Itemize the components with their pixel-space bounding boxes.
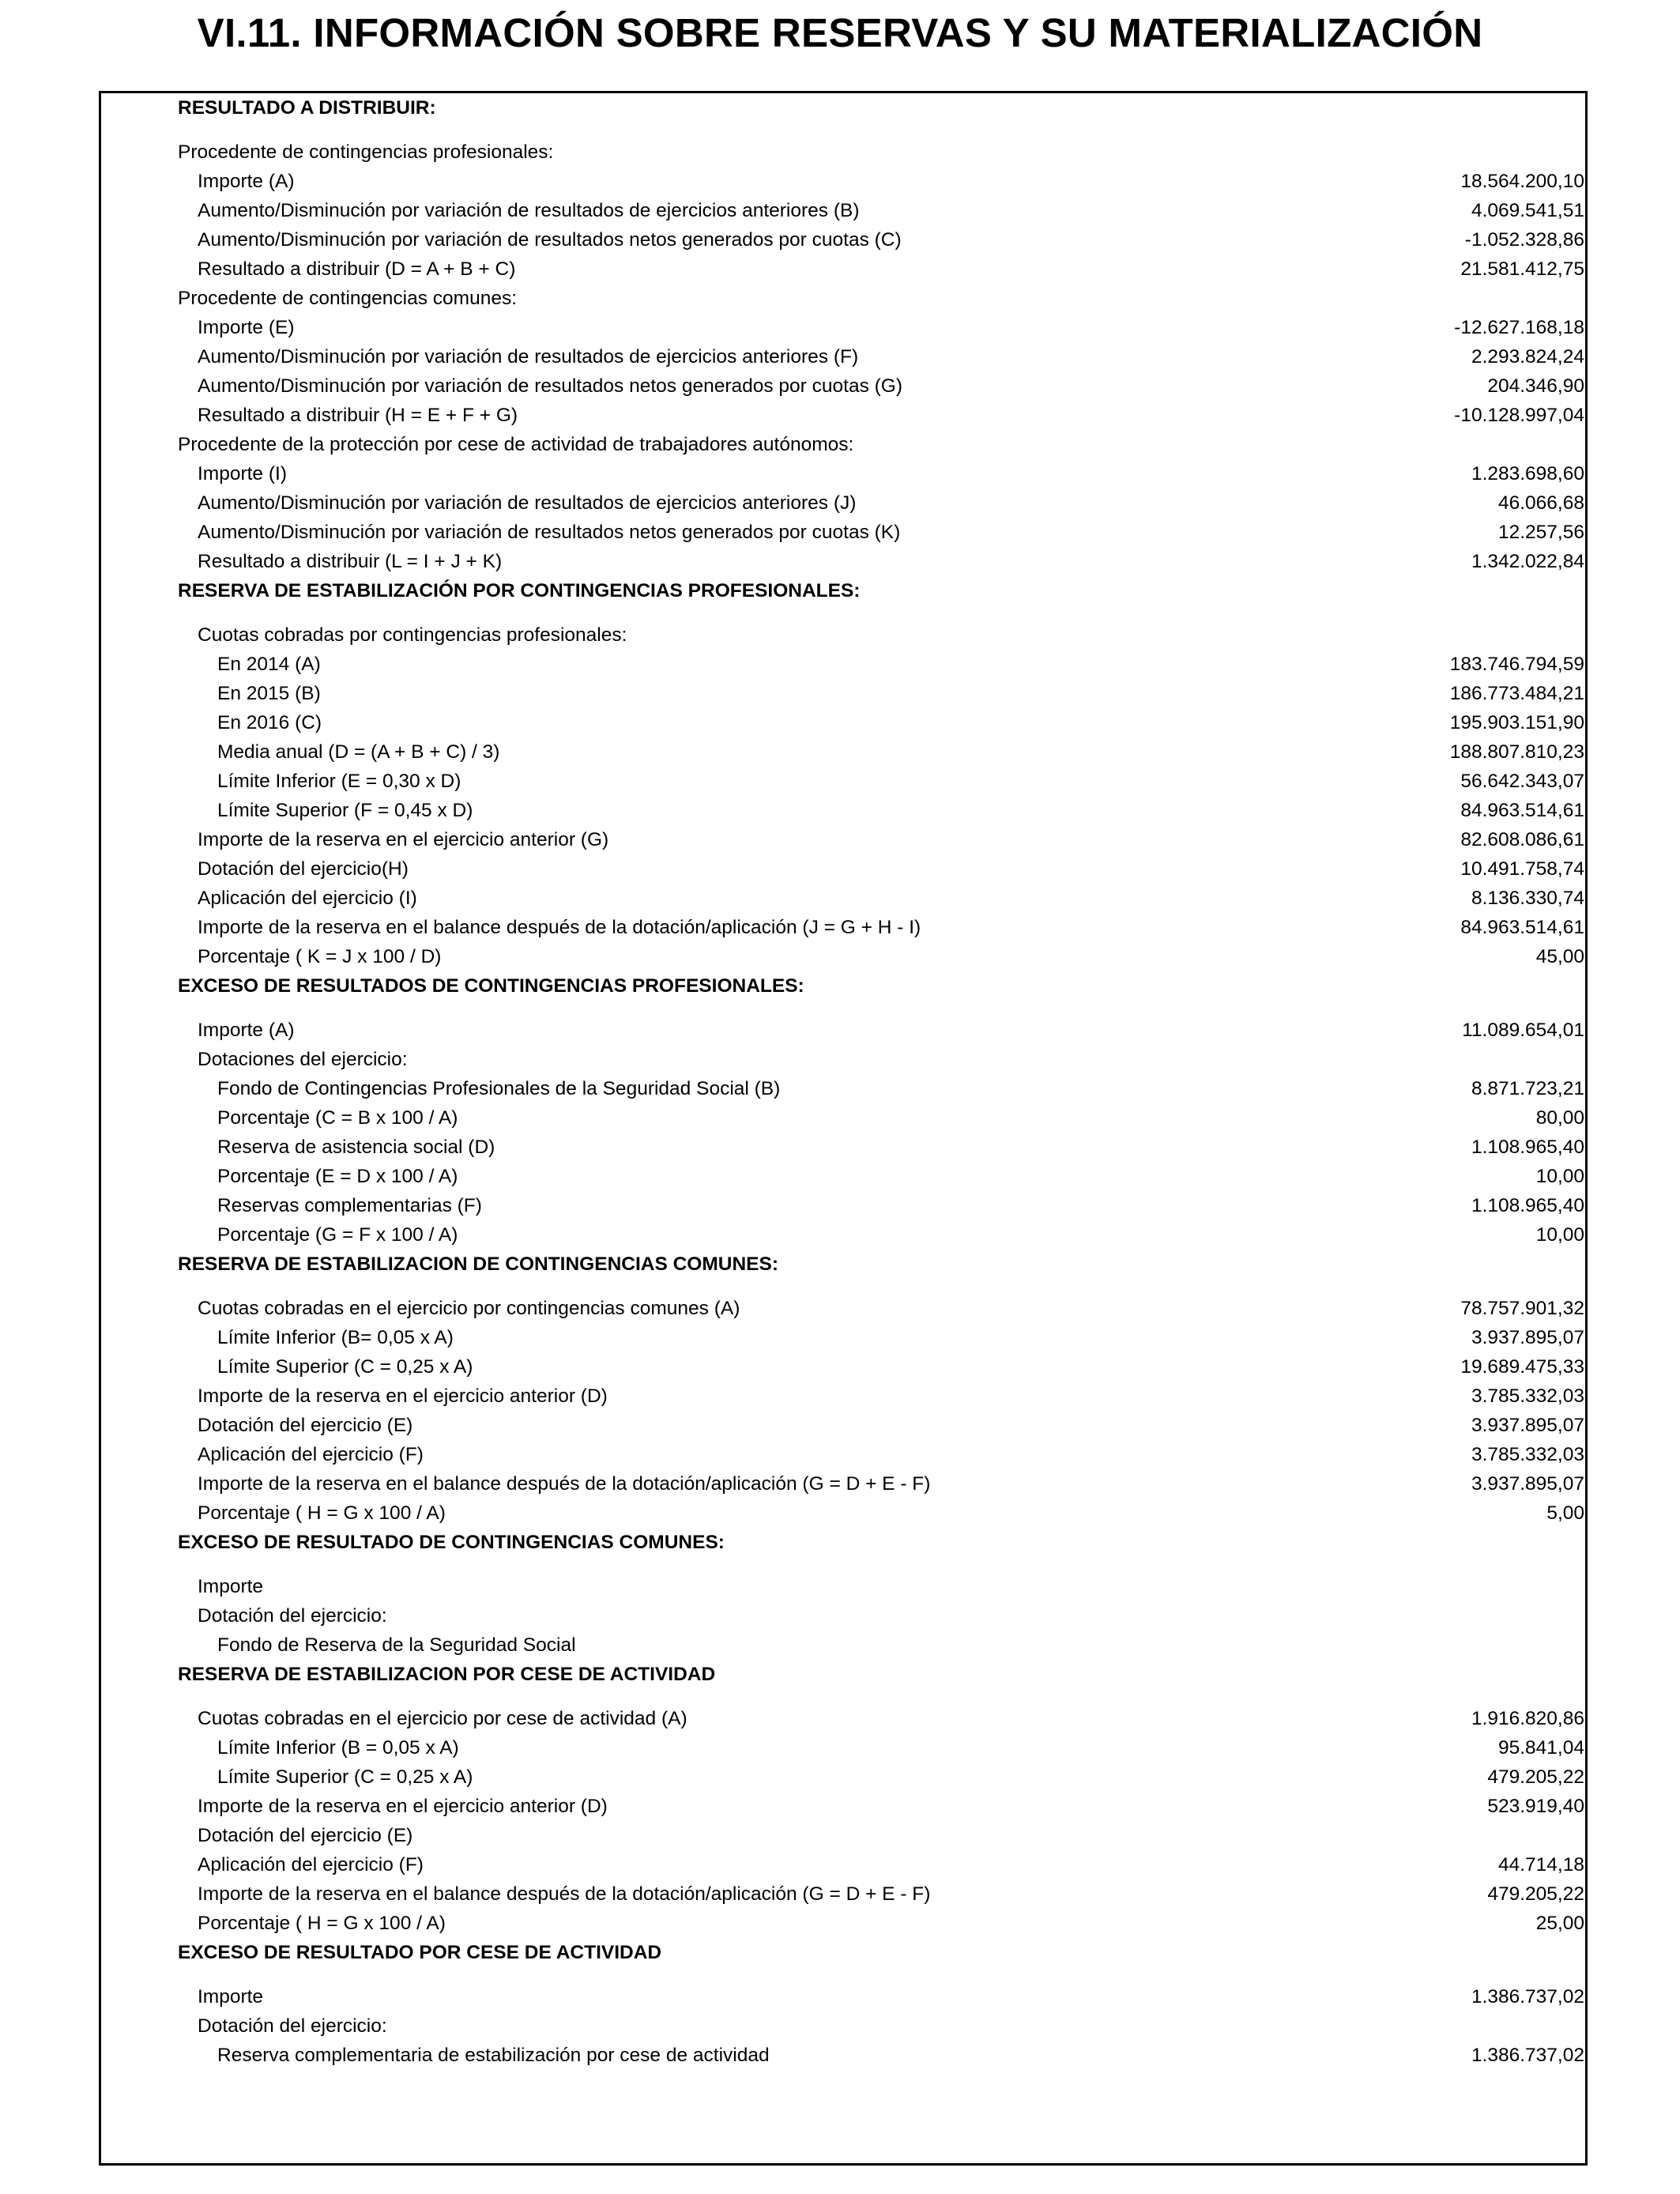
row-value: 1.108.965,40 <box>1471 1137 1584 1158</box>
row-label: Cuotas cobradas en el ejercicio por cese de actividad (A) <box>198 1708 687 1729</box>
report-row <box>178 767 1584 796</box>
row-label: Porcentaje ( H = G x 100 / A) <box>198 1502 446 1524</box>
row-label: Límite Inferior (B = 0,05 x A) <box>217 1737 459 1759</box>
report-section <box>178 1528 1584 1660</box>
report-row <box>178 1762 1584 1792</box>
section-spacer <box>178 605 1584 620</box>
row-label: Porcentaje (C = B x 100 / A) <box>217 1107 458 1129</box>
row-value: 3.785.332,03 <box>1471 1385 1584 1407</box>
report-row <box>178 737 1584 767</box>
row-value: 183.746.794,59 <box>1449 654 1584 675</box>
section-heading-label: RESERVA DE ESTABILIZACION DE CONTINGENCIAS COMUNES: <box>178 1253 779 1275</box>
report-row <box>178 884 1584 913</box>
row-value: 186.773.484,21 <box>1449 683 1584 704</box>
report-row <box>178 1498 1584 1528</box>
row-value: 1.916.820,86 <box>1471 1708 1584 1729</box>
row-value: 195.903.151,90 <box>1449 712 1584 733</box>
row-label: Resultado a distribuir (L = I + J + K) <box>198 551 503 572</box>
row-value: 12.257,56 <box>1498 522 1584 543</box>
row-value: 78.757.901,32 <box>1460 1298 1584 1319</box>
page-title: VI.11. INFORMACIÓN SOBRE RESERVAS Y SU MATERIALIZACIÓN <box>197 10 1483 55</box>
section-heading <box>178 576 1584 605</box>
report-row <box>178 1294 1584 1323</box>
row-value: 56.642.343,07 <box>1460 771 1584 792</box>
report-row <box>178 913 1584 942</box>
row-label: Cuotas cobradas en el ejercicio por contingencias comunes (A) <box>198 1298 740 1319</box>
row-label: Importe de la reserva en el ejercicio anterior (D) <box>198 1796 608 1817</box>
report-section <box>178 1938 1584 2070</box>
row-label: Media anual (D = (A + B + C) / 3) <box>217 741 500 763</box>
report-row <box>178 1382 1584 1411</box>
report-row <box>178 1879 1584 1909</box>
row-value: 3.937.895,07 <box>1471 1473 1584 1495</box>
report-row <box>178 942 1584 971</box>
row-value: 44.714,18 <box>1498 1854 1584 1875</box>
report-row <box>178 518 1584 547</box>
row-label: Importe de la reserva en el balance después de la dotación/aplicación (J = G + H - I) <box>198 917 921 938</box>
row-label: Importe <box>198 1986 264 2007</box>
row-label: Procedente de contingencias comunes: <box>178 288 518 309</box>
row-value: 10,00 <box>1535 1166 1584 1187</box>
section-heading <box>178 971 1584 1001</box>
row-label: Porcentaje (E = D x 100 / A) <box>217 1166 458 1187</box>
row-label: En 2015 (B) <box>217 683 321 704</box>
row-label: Aplicación del ejercicio (I) <box>198 888 417 909</box>
report-row <box>178 1191 1584 1220</box>
section-heading-label: RESULTADO A DISTRIBUIR: <box>178 97 436 119</box>
report-row <box>178 825 1584 854</box>
row-value: -10.128.997,04 <box>1454 405 1584 426</box>
row-label: Límite Superior (C = 0,25 x A) <box>217 1356 473 1378</box>
report-row <box>178 1572 1584 1601</box>
report-row <box>178 138 1584 167</box>
row-label: Dotación del ejercicio: <box>198 2015 387 2037</box>
row-label: Fondo de Contingencias Profesionales de la Seguridad Social (B) <box>217 1078 781 1099</box>
report-row <box>178 796 1584 825</box>
report-row <box>178 1469 1584 1498</box>
report-row <box>178 225 1584 254</box>
section-heading <box>178 1250 1584 1279</box>
row-label: Reserva complementaria de estabilización por cese de actividad <box>217 2045 770 2066</box>
report-row <box>178 1352 1584 1382</box>
row-value: 1.386.737,02 <box>1471 2045 1584 2066</box>
row-label: Límite Inferior (E = 0,30 x D) <box>217 771 461 792</box>
row-label: Procedente de contingencias profesionales: <box>178 141 554 163</box>
row-label: Porcentaje (G = F x 100 / A) <box>217 1224 458 1246</box>
row-value: 479.205,22 <box>1487 1766 1584 1788</box>
section-spacer <box>178 1689 1584 1704</box>
row-label: Aumento/Disminución por variación de resultados de ejercicios anteriores (B) <box>198 200 860 221</box>
report-row <box>178 1982 1584 2011</box>
row-value: 4.069.541,51 <box>1471 200 1584 221</box>
report-row <box>178 1411 1584 1440</box>
row-label: Aumento/Disminución por variación de resultados netos generados por cuotas (K) <box>198 522 901 543</box>
report-row <box>178 430 1584 459</box>
section-heading-label: RESERVA DE ESTABILIZACIÓN POR CONTINGENCIAS PROFESIONALES: <box>178 580 861 601</box>
row-value: 19.689.475,33 <box>1460 1356 1584 1378</box>
row-label: Límite Superior (C = 0,25 x A) <box>217 1766 473 1788</box>
report-row <box>178 1323 1584 1352</box>
row-value: 2.293.824,24 <box>1471 346 1584 368</box>
report-row <box>178 284 1584 313</box>
row-value: 82.608.086,61 <box>1460 829 1584 850</box>
report-row <box>178 1045 1584 1074</box>
report-row <box>178 2011 1584 2041</box>
report-row <box>178 1016 1584 1045</box>
row-label: Resultado a distribuir (D = A + B + C) <box>198 258 516 280</box>
section-spacer <box>178 1557 1584 1572</box>
row-label: Importe (A) <box>198 1020 295 1041</box>
row-label: Porcentaje ( K = J x 100 / D) <box>198 946 442 967</box>
row-label: Aplicación del ejercicio (F) <box>198 1854 424 1875</box>
row-label: Importe (A) <box>198 171 295 192</box>
report-section <box>178 1660 1584 1938</box>
row-value: 204.346,90 <box>1487 375 1584 397</box>
row-label: Dotaciones del ejercicio: <box>198 1049 408 1070</box>
row-label: Límite Inferior (B= 0,05 x A) <box>217 1327 454 1348</box>
row-value: 84.963.514,61 <box>1460 917 1584 938</box>
report-row <box>178 1909 1584 1938</box>
report-row <box>178 1133 1584 1162</box>
row-value: 21.581.412,75 <box>1460 258 1584 280</box>
row-value: 188.807.810,23 <box>1449 741 1584 763</box>
report-row <box>178 313 1584 342</box>
report-row <box>178 401 1584 430</box>
report-row <box>178 1601 1584 1630</box>
section-heading-label: RESERVA DE ESTABILIZACION POR CESE DE ACTIVIDAD <box>178 1664 716 1685</box>
row-value: 18.564.200,10 <box>1460 171 1584 192</box>
section-heading-label: EXCESO DE RESULTADO POR CESE DE ACTIVIDAD <box>178 1942 662 1963</box>
report-row <box>178 1074 1584 1103</box>
report-row <box>178 459 1584 488</box>
row-value: -12.627.168,18 <box>1454 317 1584 338</box>
row-value: 84.963.514,61 <box>1460 800 1584 821</box>
row-value: 1.108.965,40 <box>1471 1195 1584 1216</box>
report-row <box>178 196 1584 225</box>
report-row <box>178 1821 1584 1850</box>
report-row <box>178 708 1584 737</box>
row-value: 95.841,04 <box>1498 1737 1584 1759</box>
row-label: Importe (E) <box>198 317 295 338</box>
report-section <box>178 1250 1584 1528</box>
row-label: Importe de la reserva en el balance después de la dotación/aplicación (G = D + E - F) <box>198 1883 931 1905</box>
report-row <box>178 1440 1584 1469</box>
row-label: Aumento/Disminución por variación de resultados netos generados por cuotas (G) <box>198 375 903 397</box>
row-value: 45,00 <box>1535 946 1584 967</box>
row-value: 10.491.758,74 <box>1460 858 1584 880</box>
row-label: Dotación del ejercicio: <box>198 1605 387 1627</box>
row-label: Importe <box>198 1576 264 1597</box>
report-row <box>178 1792 1584 1821</box>
row-label: Aumento/Disminución por variación de resultados de ejercicios anteriores (F) <box>198 346 859 368</box>
report-row <box>178 620 1584 650</box>
report-section <box>178 576 1584 971</box>
row-label: Dotación del ejercicio (E) <box>198 1825 413 1846</box>
report-row <box>178 854 1584 884</box>
section-spacer <box>178 1967 1584 1982</box>
report-row <box>178 2041 1584 2070</box>
row-label: Importe de la reserva en el ejercicio anterior (D) <box>198 1385 608 1407</box>
section-heading <box>178 1938 1584 1967</box>
report-row <box>178 1704 1584 1733</box>
section-heading-label: EXCESO DE RESULTADO DE CONTINGENCIAS COMUNES: <box>178 1532 725 1553</box>
row-value: 1.386.737,02 <box>1471 1986 1584 2007</box>
report-row <box>178 342 1584 371</box>
row-label: Reserva de asistencia social (D) <box>217 1137 495 1158</box>
row-label: Dotación del ejercicio (E) <box>198 1415 413 1436</box>
section-spacer <box>178 1279 1584 1294</box>
row-label: Cuotas cobradas por contingencias profesionales: <box>198 624 627 646</box>
section-spacer <box>178 123 1584 138</box>
report-row <box>178 1630 1584 1660</box>
row-label: Dotación del ejercicio(H) <box>198 858 409 880</box>
row-label: Porcentaje ( H = G x 100 / A) <box>198 1913 446 1934</box>
row-value: 80,00 <box>1535 1107 1584 1129</box>
row-label: Aumento/Disminución por variación de resultados de ejercicios anteriores (J) <box>198 492 857 514</box>
report-row <box>178 1850 1584 1879</box>
report-row <box>178 650 1584 679</box>
report-row <box>178 167 1584 196</box>
report-row <box>178 547 1584 576</box>
report-row <box>178 371 1584 401</box>
section-spacer <box>178 1001 1584 1016</box>
row-value: 479.205,22 <box>1487 1883 1584 1905</box>
row-value: 1.283.698,60 <box>1471 463 1584 484</box>
row-label: En 2014 (A) <box>217 654 321 675</box>
row-value: -1.052.328,86 <box>1464 229 1584 251</box>
row-value: 8.136.330,74 <box>1471 888 1584 909</box>
report-row <box>178 679 1584 708</box>
row-label: Importe de la reserva en el ejercicio anterior (G) <box>198 829 609 850</box>
reserves-report <box>178 93 1584 2070</box>
row-value: 11.089.654,01 <box>1462 1020 1584 1041</box>
row-value: 5,00 <box>1546 1502 1584 1524</box>
row-value: 46.066,68 <box>1498 492 1584 514</box>
row-label: Aumento/Disminución por variación de resultados netos generados por cuotas (C) <box>198 229 902 251</box>
report-row <box>178 254 1584 284</box>
report-row <box>178 1162 1584 1191</box>
row-label: Límite Superior (F = 0,45 x D) <box>217 800 473 821</box>
report-row <box>178 1733 1584 1762</box>
row-label: Importe de la reserva en el balance después de la dotación/aplicación (G = D + E - F) <box>198 1473 931 1495</box>
row-value: 25,00 <box>1535 1913 1584 1934</box>
report-section <box>178 93 1584 576</box>
row-label: Resultado a distribuir (H = E + F + G) <box>198 405 518 426</box>
report-row <box>178 1103 1584 1133</box>
section-heading <box>178 1528 1584 1557</box>
section-heading <box>178 93 1584 123</box>
report-row <box>178 1220 1584 1250</box>
section-heading-label: EXCESO DE RESULTADOS DE CONTINGENCIAS PROFESIONALES: <box>178 975 804 997</box>
report-row <box>178 488 1584 518</box>
row-label: Reservas complementarias (F) <box>217 1195 482 1216</box>
row-value: 3.937.895,07 <box>1471 1415 1584 1436</box>
row-value: 1.342.022,84 <box>1471 551 1584 572</box>
row-label: En 2016 (C) <box>217 712 322 733</box>
row-value: 523.919,40 <box>1487 1796 1584 1817</box>
row-label: Fondo de Reserva de la Seguridad Social <box>217 1634 576 1656</box>
row-label: Aplicación del ejercicio (F) <box>198 1444 424 1465</box>
section-heading <box>178 1660 1584 1689</box>
report-section <box>178 971 1584 1250</box>
row-label: Procedente de la protección por cese de actividad de trabajadores autónomos: <box>178 434 854 455</box>
row-value: 3.937.895,07 <box>1471 1327 1584 1348</box>
row-value: 8.871.723,21 <box>1471 1078 1584 1099</box>
row-label: Importe (I) <box>198 463 287 484</box>
row-value: 10,00 <box>1535 1224 1584 1246</box>
row-value: 3.785.332,03 <box>1471 1444 1584 1465</box>
